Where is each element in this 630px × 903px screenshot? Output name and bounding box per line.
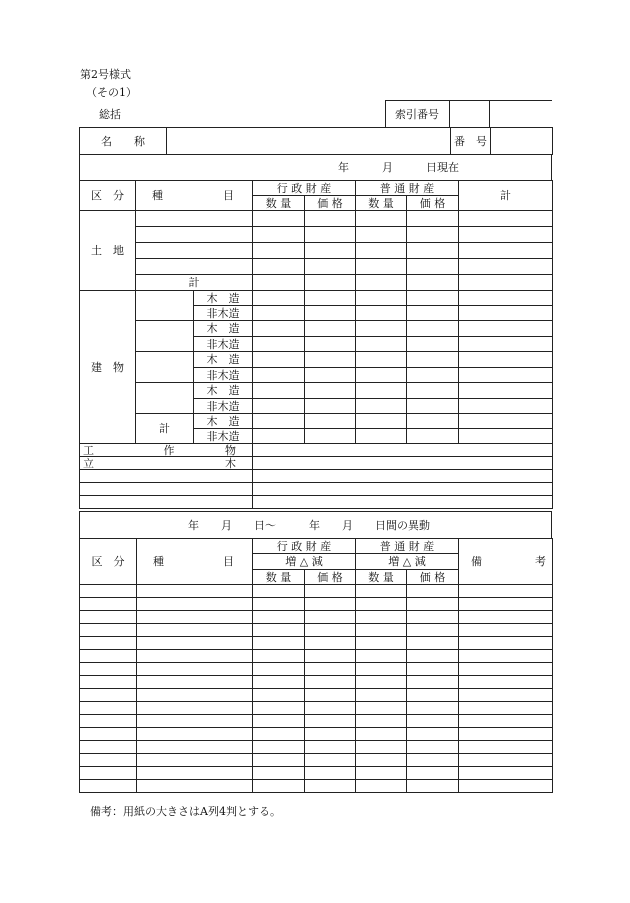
entry-cell[interactable] [407, 676, 459, 689]
kosaku-label-b: 作 [136, 444, 194, 457]
summary-label: 総括 [99, 107, 121, 121]
entry-cell[interactable] [137, 624, 253, 637]
entry-cell[interactable] [459, 624, 553, 637]
entry-cell[interactable] [459, 585, 553, 598]
entry-cell[interactable] [459, 689, 553, 702]
land-label: 土 地 [80, 211, 136, 291]
gyosei-header: 行 政 財 産 [253, 181, 356, 196]
entry-cell[interactable] [356, 624, 407, 637]
entry-cell[interactable] [356, 715, 407, 728]
entry-cell[interactable] [137, 702, 253, 715]
entry-cell[interactable] [80, 728, 137, 741]
entry-cell[interactable] [356, 702, 407, 715]
entry-cell[interactable] [305, 676, 356, 689]
nonwood-label: 非木造 [194, 368, 253, 383]
entry-cell[interactable] [356, 650, 407, 663]
changes-table-body [80, 585, 553, 793]
entry-cell[interactable] [80, 624, 137, 637]
entry-cell[interactable] [137, 754, 253, 767]
entry-cell[interactable] [459, 780, 553, 793]
entry-cell[interactable] [356, 663, 407, 676]
entry-cell[interactable] [80, 585, 137, 598]
entry-cell[interactable] [137, 780, 253, 793]
entry-cell[interactable] [407, 741, 459, 754]
entry-cell[interactable] [80, 637, 137, 650]
futsu-kakaku-header-2: 価 格 [407, 570, 459, 585]
entry-cell[interactable] [253, 611, 305, 624]
futsu-suryo-header: 数 量 [356, 196, 407, 211]
kosaku-label-c: 物 [194, 444, 253, 457]
entry-cell[interactable] [459, 611, 553, 624]
entry-cell[interactable] [137, 689, 253, 702]
period-row [79, 511, 552, 539]
number-field[interactable] [491, 128, 553, 155]
entry-cell[interactable] [137, 676, 253, 689]
biko-header [459, 539, 553, 585]
wood-label: 木 造 [194, 321, 253, 337]
ryuboku-label-b: 木 [194, 457, 253, 470]
entry-cell[interactable] [459, 741, 553, 754]
entry-cell[interactable] [253, 767, 305, 780]
entry-cell[interactable] [356, 754, 407, 767]
gyosei-header-2: 行 政 財 産 [253, 539, 356, 554]
entry-cell[interactable] [356, 741, 407, 754]
entry-cell[interactable] [305, 728, 356, 741]
entry-cell[interactable] [459, 663, 553, 676]
entry-cell[interactable] [459, 676, 553, 689]
entry-cell[interactable] [305, 767, 356, 780]
entry-cell[interactable] [80, 663, 137, 676]
entry-cell[interactable] [137, 767, 253, 780]
entry-cell[interactable] [407, 728, 459, 741]
entry-cell[interactable] [253, 676, 305, 689]
entry-cell[interactable] [80, 598, 137, 611]
entry-cell[interactable] [356, 611, 407, 624]
biko-header-b: 考 [535, 555, 546, 568]
entry-cell[interactable] [459, 728, 553, 741]
entry-cell[interactable] [137, 598, 253, 611]
entry-cell[interactable] [459, 767, 553, 780]
shumoku-header-b: 目 [194, 181, 253, 211]
entry-cell[interactable] [459, 637, 553, 650]
entry-cell[interactable] [137, 741, 253, 754]
table-row [80, 585, 553, 598]
entry-cell[interactable] [80, 611, 137, 624]
entry-cell[interactable] [305, 780, 356, 793]
entry-cell[interactable] [253, 598, 305, 611]
table-row [80, 741, 553, 754]
entry-cell[interactable] [305, 650, 356, 663]
nonwood-label: 非木造 [194, 399, 253, 414]
shumoku-header-a: 種 [136, 181, 194, 211]
entry-cell[interactable] [137, 650, 253, 663]
form-subtitle: （その1） [86, 86, 137, 99]
entry-cell[interactable] [459, 715, 553, 728]
footnote: 備考：用紙の大きさはA列4判とする。 [90, 805, 281, 818]
entry-cell[interactable] [459, 754, 553, 767]
entry-cell[interactable] [253, 741, 305, 754]
entry-cell[interactable] [253, 585, 305, 598]
entry-cell[interactable] [407, 780, 459, 793]
entry-cell[interactable] [407, 624, 459, 637]
index-number-label: 索引番号 [385, 101, 449, 128]
property-summary-table [79, 180, 553, 509]
entry-cell[interactable] [305, 754, 356, 767]
table-row [80, 702, 553, 715]
entry-cell[interactable] [407, 754, 459, 767]
entry-cell[interactable] [356, 676, 407, 689]
entry-cell[interactable] [459, 598, 553, 611]
entry-cell[interactable] [80, 689, 137, 702]
index-number-field[interactable] [449, 101, 489, 128]
entry-cell[interactable] [137, 611, 253, 624]
entry-cell[interactable] [137, 715, 253, 728]
entry-cell[interactable] [137, 585, 253, 598]
futsu-header: 普 通 財 産 [356, 181, 459, 196]
entry-cell[interactable] [356, 780, 407, 793]
summary-row [79, 100, 552, 128]
entry-cell[interactable] [80, 702, 137, 715]
entry-cell[interactable] [407, 585, 459, 598]
entry-cell[interactable] [80, 715, 137, 728]
wood-label: 木 造 [194, 383, 253, 399]
entry-cell[interactable] [305, 637, 356, 650]
entry-cell[interactable] [305, 702, 356, 715]
period-line: 年 月 日～ 年 月 日間の異動 [80, 512, 552, 539]
biko-header-a: 備 [471, 555, 482, 568]
entry-cell[interactable] [305, 585, 356, 598]
entry-cell[interactable] [407, 650, 459, 663]
table-row [80, 624, 553, 637]
entry-cell[interactable] [407, 598, 459, 611]
entry-cell[interactable] [253, 715, 305, 728]
table-row [80, 611, 553, 624]
entry-cell[interactable] [80, 676, 137, 689]
table-row [80, 780, 553, 793]
table-row [80, 728, 553, 741]
table-row [80, 650, 553, 663]
entry-cell[interactable] [137, 663, 253, 676]
table-row [80, 676, 553, 689]
entry-cell[interactable] [253, 637, 305, 650]
entry-cell[interactable] [305, 663, 356, 676]
ryuboku-label-a: 立 [80, 457, 136, 470]
entry-cell[interactable] [459, 702, 553, 715]
entry-cell[interactable] [356, 637, 407, 650]
table-row [80, 767, 553, 780]
kosaku-label-a: 工 [80, 444, 136, 457]
entry-cell[interactable] [253, 728, 305, 741]
entry-cell[interactable] [80, 767, 137, 780]
entry-cell[interactable] [356, 585, 407, 598]
entry-cell[interactable] [80, 780, 137, 793]
entry-cell[interactable] [305, 611, 356, 624]
gyosei-kakaku-header-2: 価 格 [305, 570, 356, 585]
entry-cell[interactable] [253, 754, 305, 767]
building-total-label: 計 [136, 414, 194, 444]
name-label: 名 称 [80, 128, 167, 155]
gyosei-suryo-header: 数 量 [253, 196, 305, 211]
entry-cell[interactable] [407, 689, 459, 702]
entry-cell[interactable] [137, 637, 253, 650]
date-row [79, 154, 552, 181]
table-row [80, 715, 553, 728]
gyosei-zougen-header: 増 △ 減 [253, 554, 356, 570]
wood-label: 木 造 [194, 291, 253, 306]
table-row [80, 689, 553, 702]
entry-cell[interactable] [356, 728, 407, 741]
gyosei-kakaku-header: 価 格 [305, 196, 356, 211]
kubun-header-2: 区 分 [80, 539, 137, 585]
changes-table [79, 538, 553, 793]
nonwood-label: 非木造 [194, 337, 253, 352]
nonwood-label: 非木造 [194, 306, 253, 321]
entry-cell[interactable] [407, 611, 459, 624]
table-row [80, 598, 553, 611]
futsu-suryo-header-2: 数 量 [356, 570, 407, 585]
futsu-header-2: 普 通 財 産 [356, 539, 459, 554]
entry-cell[interactable] [253, 689, 305, 702]
date-line: 年 月 日現在 [80, 155, 552, 181]
entry-cell[interactable] [253, 650, 305, 663]
entry-cell[interactable] [356, 689, 407, 702]
shumoku-header-2b: 目 [195, 539, 253, 585]
entry-cell[interactable] [253, 780, 305, 793]
wood-label: 木 造 [194, 352, 253, 368]
table-row [80, 663, 553, 676]
entry-cell[interactable] [253, 702, 305, 715]
building-label: 建 物 [80, 291, 136, 444]
entry-cell[interactable] [253, 663, 305, 676]
gyosei-suryo-header-2: 数 量 [253, 570, 305, 585]
entry-cell[interactable] [305, 624, 356, 637]
name-field[interactable] [167, 128, 372, 155]
form-number: 第2号様式 [80, 68, 131, 81]
entry-cell[interactable] [80, 741, 137, 754]
entry-cell[interactable] [356, 767, 407, 780]
futsu-kakaku-header: 価 格 [407, 196, 459, 211]
nonwood-label: 非木造 [194, 429, 253, 444]
land-total-label: 計 [136, 275, 253, 291]
entry-cell[interactable] [459, 650, 553, 663]
number-label: 番 号 [451, 128, 491, 155]
entry-cell[interactable] [253, 624, 305, 637]
entry-cell[interactable] [80, 754, 137, 767]
entry-cell[interactable] [305, 741, 356, 754]
entry-cell[interactable] [407, 637, 459, 650]
entry-cell[interactable] [137, 728, 253, 741]
table-row [80, 637, 553, 650]
entry-cell[interactable] [407, 767, 459, 780]
table-row [80, 754, 553, 767]
entry-cell[interactable] [305, 598, 356, 611]
entry-cell[interactable] [407, 702, 459, 715]
entry-cell[interactable] [305, 715, 356, 728]
entry-cell[interactable] [407, 715, 459, 728]
entry-cell[interactable] [305, 689, 356, 702]
entry-cell[interactable] [356, 598, 407, 611]
entry-cell[interactable] [80, 650, 137, 663]
name-row [79, 127, 553, 155]
kubun-header: 区 分 [80, 181, 136, 211]
kei-header: 計 [459, 181, 553, 211]
wood-label: 木 造 [194, 414, 253, 429]
futsu-zougen-header: 増 △ 減 [356, 554, 459, 570]
entry-cell[interactable] [407, 663, 459, 676]
shumoku-header-2a: 種 [137, 539, 195, 585]
